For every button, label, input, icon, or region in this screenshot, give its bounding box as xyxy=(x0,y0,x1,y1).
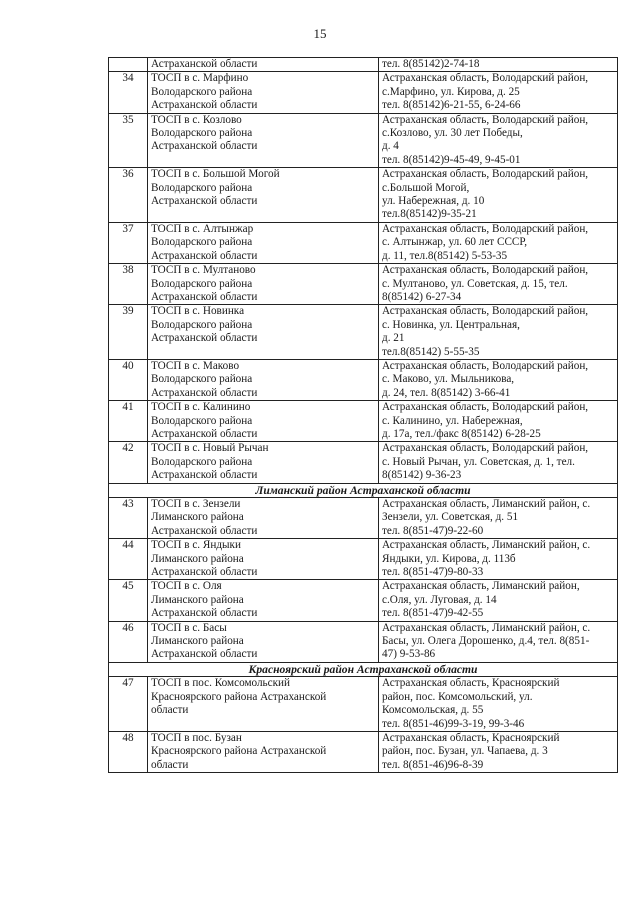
office-name-line: Астраханской области xyxy=(151,386,258,399)
office-name-line: области xyxy=(151,758,189,771)
office-address xyxy=(379,58,618,72)
office-name xyxy=(148,442,379,483)
office-address-line: район, пос. Комсомольский, ул. xyxy=(382,690,533,703)
row-number: 38 xyxy=(109,264,148,305)
office-name-line: Астраханской области xyxy=(151,607,258,620)
office-name-line: Астраханской области xyxy=(151,332,258,345)
office-address-line: Астраханская область, Лиманский район, с. xyxy=(382,539,591,552)
row-number: 47 xyxy=(109,677,148,732)
office-address-line: Астраханская область, Лиманский район, xyxy=(382,580,580,593)
table-row xyxy=(109,222,618,263)
office-address xyxy=(379,222,618,263)
office-name-line: Володарского района xyxy=(151,414,253,427)
office-name-line: ТОСП в с. Зензели xyxy=(151,498,241,510)
office-name xyxy=(148,264,379,305)
office-address-line: ул. Набережная, д. 10 xyxy=(382,195,485,208)
office-address-line: Астраханская область, Володарский район, xyxy=(382,168,589,181)
office-address xyxy=(379,580,618,621)
office-name-line: Володарского района xyxy=(151,127,253,140)
office-address-line: Астраханская область, Володарский район, xyxy=(382,72,589,85)
table-row xyxy=(109,72,618,113)
table-row xyxy=(109,113,618,168)
office-address-line: д. 11, тел.8(85142) 5-53-35 xyxy=(382,249,508,262)
office-name-line: Лиманского района xyxy=(151,511,244,524)
office-address-line: с.Козлово, ул. 30 лет Победы, xyxy=(382,127,523,140)
office-name-line: ТОСП в с. Марфино xyxy=(151,72,249,85)
office-name-line: ТОСП в с. Басы xyxy=(151,621,227,634)
office-name xyxy=(148,359,379,400)
office-address xyxy=(379,305,618,360)
table-row xyxy=(109,442,618,483)
office-address-line: Астраханская область, Володарский район, xyxy=(382,359,589,372)
office-address xyxy=(379,113,618,168)
office-name-line: ТОСП в с. Козлово xyxy=(151,113,242,126)
office-name xyxy=(148,401,379,442)
office-name-line: Володарского района xyxy=(151,277,253,290)
office-name-line: Лиманского района xyxy=(151,635,244,648)
office-name-line: ТОСП в с. Оля xyxy=(151,580,222,593)
office-name-line: Володарского района xyxy=(151,455,253,468)
office-name-line: Астраханской области xyxy=(151,469,258,482)
office-address-line: Астраханская область, Лиманский район, с. xyxy=(382,621,591,634)
office-address-line: Комсомольская, д. 55 xyxy=(382,704,484,717)
office-address-line: с. Новый Рычан, ул. Советская, д. 1, тел. xyxy=(382,455,575,468)
office-name xyxy=(148,222,379,263)
table-row xyxy=(109,305,618,360)
row-number: 46 xyxy=(109,621,148,662)
office-name-line: ТОСП в с. Новинка xyxy=(151,305,245,318)
row-number: 35 xyxy=(109,113,148,168)
office-address xyxy=(379,621,618,662)
row-number: 40 xyxy=(109,359,148,400)
office-address-line: Яндыки, ул. Кирова, д. 113б xyxy=(382,552,516,565)
office-name-line: Астраханской области xyxy=(151,648,258,661)
office-name-line: области xyxy=(151,704,189,717)
office-name-line: Володарского района xyxy=(151,181,253,194)
office-address-line: 8(85142) 6-27-34 xyxy=(382,290,462,303)
office-name xyxy=(148,58,379,72)
section-title: Красноярский район Астраханской области xyxy=(109,662,618,676)
office-name-line: Володарского района xyxy=(151,373,253,386)
table-row xyxy=(109,401,618,442)
office-address-line: с.Марфино, ул. Кирова, д. 25 xyxy=(382,85,520,98)
office-name-line: Володарского района xyxy=(151,318,253,331)
table-row xyxy=(109,359,618,400)
office-name xyxy=(148,677,379,732)
row-number: 42 xyxy=(109,442,148,483)
table-row xyxy=(109,677,618,732)
office-address-line: тел. 8(851-47)9-42-55 xyxy=(382,607,484,620)
office-address-line: 8(85142) 9-36-23 xyxy=(382,469,462,482)
office-address-line: Астраханская область, Володарский район, xyxy=(382,222,589,235)
office-name-line: ТОСП в пос. Комсомольский xyxy=(151,677,291,690)
office-address-line: Астраханская область, Володарский район, xyxy=(382,113,589,126)
office-address-line: д. 4 xyxy=(382,140,399,153)
office-address-line: Астраханская область, Володарский район, xyxy=(382,264,589,277)
office-name xyxy=(148,72,379,113)
office-address-line: тел. 8(851-46)99-3-19, 99-3-46 xyxy=(382,717,525,730)
office-address xyxy=(379,442,618,483)
registry-table xyxy=(108,57,618,773)
row-number: 45 xyxy=(109,580,148,621)
office-address-line: Астраханская область, Красноярский xyxy=(382,731,560,744)
office-address-line: Астраханская область, Володарский район, xyxy=(382,442,589,455)
office-name xyxy=(148,305,379,360)
table-row xyxy=(109,58,618,72)
office-address xyxy=(379,677,618,732)
table-row xyxy=(109,731,618,772)
office-name-line: Астраханской области xyxy=(151,249,258,262)
office-address xyxy=(379,264,618,305)
office-name-line: Астраханской области xyxy=(151,140,258,153)
office-name-line: ТОСП в с. Алтынжар xyxy=(151,222,254,235)
section-header-row xyxy=(109,662,618,676)
office-address-line: тел. 8(85142)2-74-18 xyxy=(382,58,480,70)
row-number: 44 xyxy=(109,539,148,580)
office-name xyxy=(148,498,379,539)
office-address-line: тел.8(85142) 5-55-35 xyxy=(382,345,480,358)
row-number: 34 xyxy=(109,72,148,113)
office-address-line: д. 17а, тел./факс 8(85142) 6-28-25 xyxy=(382,427,541,440)
registry-table-body xyxy=(109,58,618,773)
office-name-line: ТОСП в с. Новый Рычан xyxy=(151,442,269,455)
office-address-line: с. Маково, ул. Мыльникова, xyxy=(382,373,515,386)
office-address-line: Астраханская область, Красноярский xyxy=(382,677,560,690)
office-address-line: Басы, ул. Олега Дорошенко, д.4, тел. 8(851- xyxy=(382,635,590,648)
office-name-line: ТОСП в с. Калинино xyxy=(151,401,251,414)
office-name-line: ТОСП в с. Яндыки xyxy=(151,539,241,552)
row-number: 41 xyxy=(109,401,148,442)
office-name-line: Володарского района xyxy=(151,85,253,98)
office-address xyxy=(379,498,618,539)
office-address-line: тел. 8(851-47)9-22-60 xyxy=(382,524,484,537)
office-address-line: Астраханская область, Володарский район, xyxy=(382,305,589,318)
office-address xyxy=(379,72,618,113)
office-address xyxy=(379,731,618,772)
office-address xyxy=(379,539,618,580)
office-address-line: д. 21 xyxy=(382,332,405,345)
office-address xyxy=(379,401,618,442)
office-name xyxy=(148,113,379,168)
office-address-line: тел. 8(851-47)9-80-33 xyxy=(382,566,484,579)
page-number: 15 xyxy=(313,26,327,41)
office-address-line: с. Новинка, ул. Центральная, xyxy=(382,318,520,331)
row-number: 48 xyxy=(109,731,148,772)
office-address-line: Астраханская область, Володарский район, xyxy=(382,401,589,414)
office-name-line: Астраханской области xyxy=(151,427,258,440)
table-row xyxy=(109,264,618,305)
row-number xyxy=(109,58,148,72)
office-name-line: Астраханской области xyxy=(151,99,258,112)
office-name-line: Астраханской области xyxy=(151,58,258,70)
office-name xyxy=(148,580,379,621)
office-name xyxy=(148,621,379,662)
office-address-line: с. Мултаново, ул. Советская, д. 15, тел. xyxy=(382,277,568,290)
office-name-line: Астраханской области xyxy=(151,566,258,579)
row-number: 43 xyxy=(109,498,148,539)
table-row xyxy=(109,168,618,223)
office-address xyxy=(379,168,618,223)
office-name-line: Красноярского района Астраханской xyxy=(151,745,327,758)
office-address-line: Астраханская область, Лиманский район, с. xyxy=(382,498,591,510)
table-row xyxy=(109,621,618,662)
office-name xyxy=(148,168,379,223)
office-name-line: ТОСП в пос. Бузан xyxy=(151,731,242,744)
table-row xyxy=(109,498,618,539)
section-title: Лиманский район Астраханской области xyxy=(109,483,618,497)
office-address-line: с. Алтынжар, ул. 60 лет СССР, xyxy=(382,236,527,249)
office-name-line: Астраханской области xyxy=(151,290,258,303)
office-address-line: район, пос. Бузан, ул. Чапаева, д. 3 xyxy=(382,745,548,758)
office-name xyxy=(148,731,379,772)
office-address-line: д. 24, тел. 8(85142) 3-66-41 xyxy=(382,386,511,399)
office-name-line: Лиманского района xyxy=(151,593,244,606)
office-address-line: с.Большой Могой, xyxy=(382,181,470,194)
table-row xyxy=(109,539,618,580)
office-address-line: с. Калинино, ул. Набережная, xyxy=(382,414,523,427)
row-number: 39 xyxy=(109,305,148,360)
row-number: 37 xyxy=(109,222,148,263)
section-header-row xyxy=(109,483,618,497)
office-name xyxy=(148,539,379,580)
office-address-line: тел. 8(85142)9-45-49, 9-45-01 xyxy=(382,153,521,166)
office-address-line: с.Оля, ул. Луговая, д. 14 xyxy=(382,593,497,606)
office-address-line: тел. 8(85142)6-21-55, 6-24-66 xyxy=(382,99,521,112)
office-address xyxy=(379,359,618,400)
office-name-line: Астраханской области xyxy=(151,195,258,208)
office-name-line: ТОСП в с. Маково xyxy=(151,359,240,372)
table-row xyxy=(109,580,618,621)
office-name-line: Астраханской области xyxy=(151,524,258,537)
office-name-line: Володарского района xyxy=(151,236,253,249)
office-address-line: 47) 9-53-86 xyxy=(382,648,436,661)
office-address-line: тел. 8(851-46)96-8-39 xyxy=(382,758,484,771)
office-name-line: Красноярского района Астраханской xyxy=(151,690,327,703)
office-name-line: Лиманского района xyxy=(151,552,244,565)
office-name-line: ТОСП в с. Большой Могой xyxy=(151,168,280,181)
row-number: 36 xyxy=(109,168,148,223)
office-name-line: ТОСП в с. Мултаново xyxy=(151,264,256,277)
office-address-line: тел.8(85142)9-35-21 xyxy=(382,208,477,221)
office-address-line: Зензели, ул. Советская, д. 51 xyxy=(382,511,519,524)
